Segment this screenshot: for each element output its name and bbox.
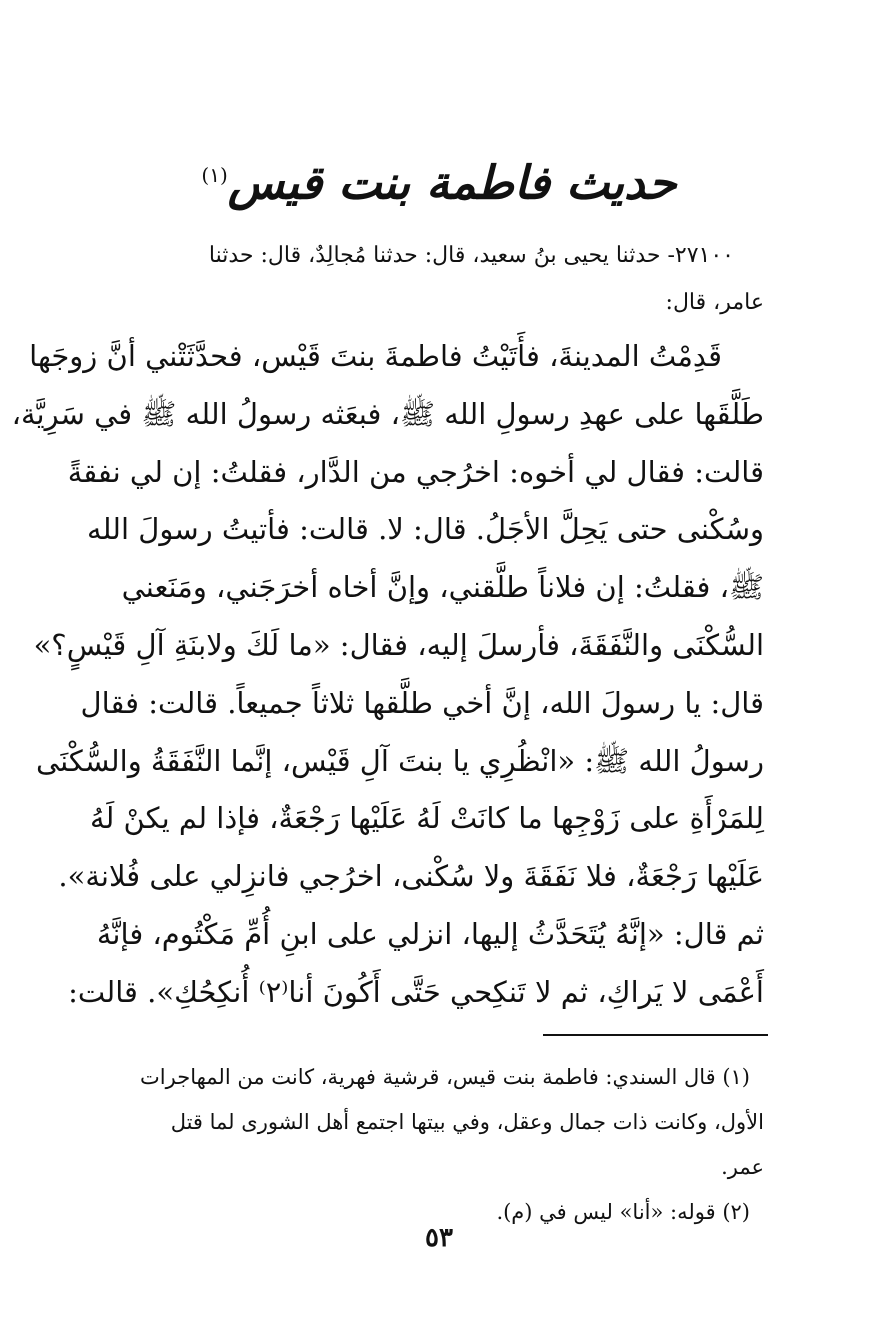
footnote-line: (٢) قوله: «أنا» ليس في (م). [496,1200,750,1224]
body-line: وسُكْنى حتى يَحِلَّ الأجَلُ. قال: لا. قالت: فأتيتُ رسولَ الله [87,512,764,547]
page-number: ٥٣ [425,1223,453,1253]
isnad-line: ٢٧١٠٠- حدثنا يحيى بنُ سعيد، قال: حدثنا مُجالِدٌ، قال: حدثنا [208,243,734,268]
footnote-line: (١) قال السندي: فاطمة بنت قيس، قرشية فهرية، كانت من المهاجرات [140,1065,750,1089]
body-line: أَعْمَى لا يَراكِ، ثم لا تَنكِحي حَتَّى أَكُونَ أنا⁽٢⁾ أُنكِحُكِ». قالت: [68,974,764,1009]
isnad-line: عامر، قال: [665,290,764,315]
body-line: عَلَيْها رَجْعَةٌ، فلا نَفَقَةَ ولا سُكْنى، اخرُجي فانزِلي على فُلانة». [58,859,764,894]
body-line: طَلَّقَها على عهدِ رسولِ الله ﷺ، فبعَثه رسولُ الله ﷺ في سَرِيَّة، [11,396,764,431]
body-line: رسولُ الله ﷺ: «انْظُرِي يا بنتَ آلِ قَيْس، إنَّما النَّفَقَةُ والسُّكْنَى [36,743,764,778]
body-line: قالت: فقال لي أخوه: اخرُجي من الدَّار، فقلتُ: إن لي نفقةً [67,454,764,489]
chapter-title [0,140,878,217]
footnotes [100,1055,764,1235]
body-line: قَدِمْتُ المدينةَ، فأَتَيْتُ فاطمةَ بنتَ قَيْس، فحدَّثَتْني أنَّ زوجَها [29,339,722,373]
hadith-text [11,328,764,1022]
hadith-isnad [100,232,764,326]
body-line: ﷺ، فقلتُ: إن فلاناً طلَّقني، وإنَّ أخاه أخرَجَني، ومَنَعني [121,570,764,605]
chapter-title-text: حديث فاطمة بنت قيس [227,155,677,210]
footnote-line: عمر. [721,1155,764,1179]
footnote-separator [543,1034,768,1036]
body-line: السُّكْنَى والنَّفَقَةَ، فأرسلَ إليه، فقال: «ما لَكَ ولابنَةِ آلِ قَيْسٍ؟» [33,627,764,662]
body-line: لِلمَرْأَةِ على زَوْجِها ما كانَتْ لَهُ عَلَيْها رَجْعَةٌ، فإذا لم يكنْ لَهُ [89,801,764,836]
body-line: ثم قال: «إنَّهُ يُتَحَدَّثُ إليها، انزلي على ابنِ أُمِّ مَكْتُوم، فإنَّهُ [96,916,764,951]
title-footnote-ref: (١) [201,163,228,187]
footnote-line: الأول، وكانت ذات جمال وعقل، وفي بيتها اجتمع أهل الشورى لما قتل [170,1110,764,1134]
body-line: قال: يا رسولَ الله، إنَّ أخي طلَّقها ثلاثاً جميعاً. قالت: فقال [80,685,764,720]
